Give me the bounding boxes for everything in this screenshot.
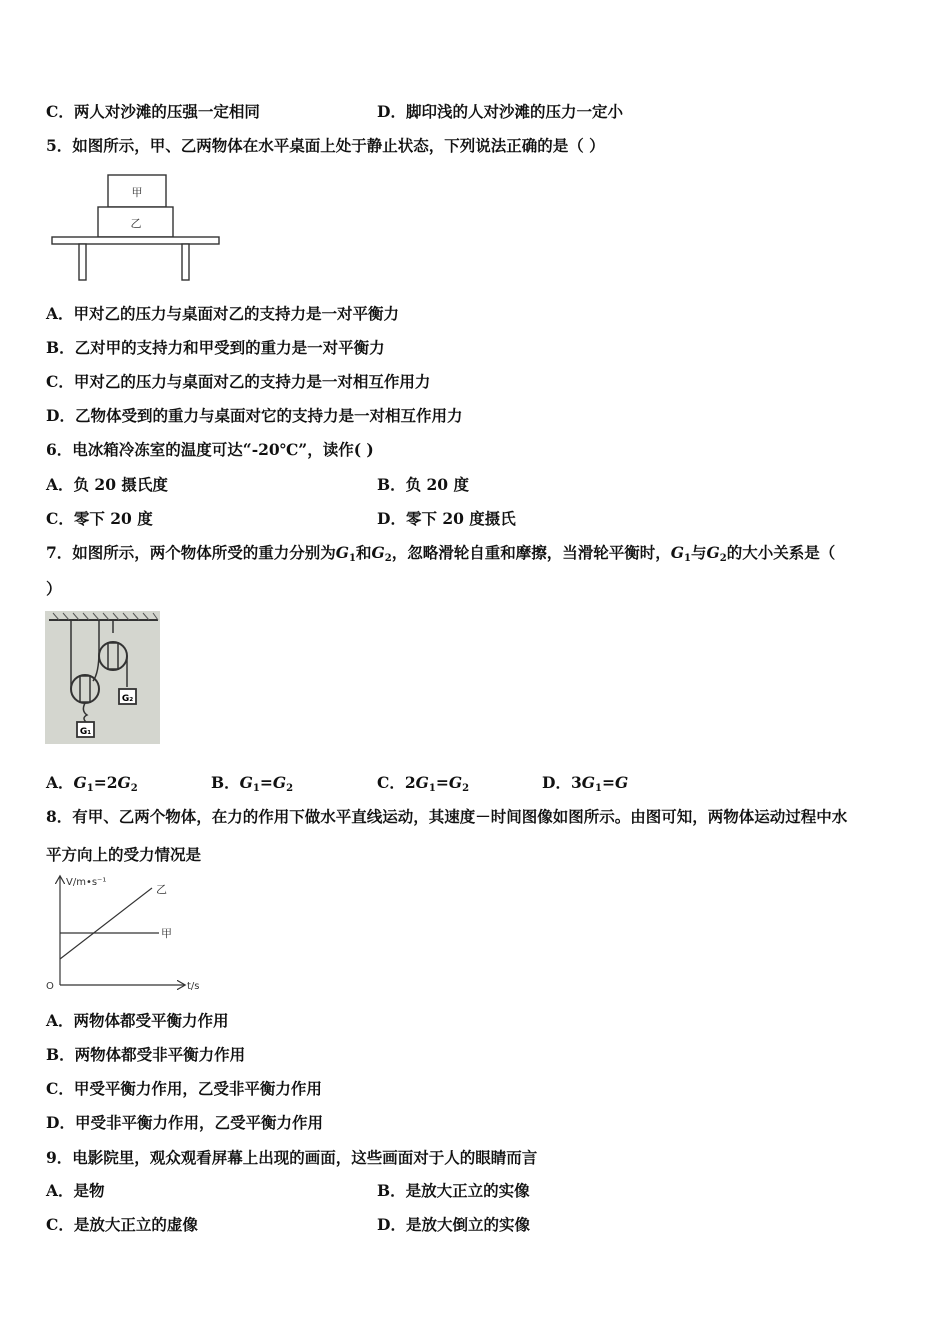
label-yi: 乙	[130, 217, 142, 230]
line-jia-label: 甲	[161, 927, 172, 940]
origin-label: O	[46, 981, 54, 992]
q5-stem: 5．如图所示，甲、乙两物体在水平桌面上处于静止状态，下列说法正确的是（ ）	[46, 136, 605, 155]
q8-option-d: D．甲受非平衡力作用，乙受平衡力作用	[46, 1113, 323, 1132]
q6-option-d: D．零下 20 度摄氏	[377, 509, 516, 528]
q6-option-b: B．负 20 度	[377, 475, 469, 494]
table-leg-right	[182, 244, 189, 280]
line-yi-label: 乙	[156, 883, 167, 896]
q8-option-c: C．甲受平衡力作用，乙受非平衡力作用	[46, 1079, 322, 1098]
q5-option-d: D．乙物体受到的重力与桌面对它的支持力是一对相互作用力	[46, 406, 463, 425]
q8-option-b: B．两物体都受非平衡力作用	[46, 1045, 246, 1064]
q7-option-a: A．$G_1=2G_2$	[46, 773, 138, 794]
q7-pulley-figure	[45, 611, 160, 744]
q8-velocity-time-graph	[44, 871, 214, 996]
table-top	[52, 237, 219, 244]
q7-stem-close: ）	[46, 579, 62, 598]
q5-option-a: A．甲对乙的压力与桌面对乙的支持力是一对平衡力	[46, 304, 400, 323]
y-axis-label: V/m•s⁻¹	[66, 877, 107, 888]
q5-option-c: C．甲对乙的压力与桌面对乙的支持力是一对相互作用力	[46, 372, 431, 391]
photo-background	[45, 611, 160, 744]
q7-option-d: D．$3G_1=G$	[542, 773, 629, 794]
x-axis-label: t/s	[187, 981, 200, 992]
q7-option-c: C．$2G_1=G_2$	[377, 773, 470, 794]
q7-stem: 7．如图所示，两个物体所受的重力分别为$G_1$和$G_2$，忽略滑轮自重和摩擦，当滑轮平衡时，$G_1$与$G_2$的大小关系是（	[46, 543, 836, 564]
q8-stem-line1: 8．有甲、乙两个物体，在力的作用下做水平直线运动，其速度－时间图像如图所示。由图可知，两物体运动过程中水	[46, 807, 848, 826]
q6-option-c: C．零下 20 度	[46, 509, 153, 528]
q7-option-b: B．$G_1=G_2$	[211, 773, 294, 794]
svg-text:G₁: G₁	[79, 727, 92, 737]
q8-option-a: A．两物体都受平衡力作用	[46, 1011, 229, 1030]
label-jia: 甲	[131, 186, 143, 199]
q9-option-a: A．是物	[46, 1181, 105, 1200]
table-leg-left	[79, 244, 86, 280]
q9-option-b: B．是放大正立的实像	[377, 1181, 530, 1200]
q9-option-c: C．是放大正立的虚像	[46, 1215, 198, 1234]
q6-option-a: A．负 20 摄氏度	[46, 475, 168, 494]
q8-stem-line2: 平方向上的受力情况是	[46, 845, 202, 864]
q9-option-d: D．是放大倒立的实像	[377, 1215, 530, 1234]
q5-option-b: B．乙对甲的支持力和甲受到的重力是一对平衡力	[46, 338, 385, 357]
line-yi	[60, 888, 152, 959]
q9-stem: 9．电影院里，观众观看屏幕上出现的画面，这些画面对于人的眼睛而言	[46, 1148, 538, 1167]
svg-text:G₂: G₂	[121, 694, 134, 704]
q5-table-figure	[48, 172, 226, 284]
q4-option-d: D．脚印浅的人对沙滩的压力一定小	[377, 102, 623, 121]
q6-stem: 6．电冰箱冷冻室的温度可达“-20℃”，读作( )	[46, 440, 374, 459]
q4-option-c: C．两人对沙滩的压强一定相同	[46, 102, 260, 121]
